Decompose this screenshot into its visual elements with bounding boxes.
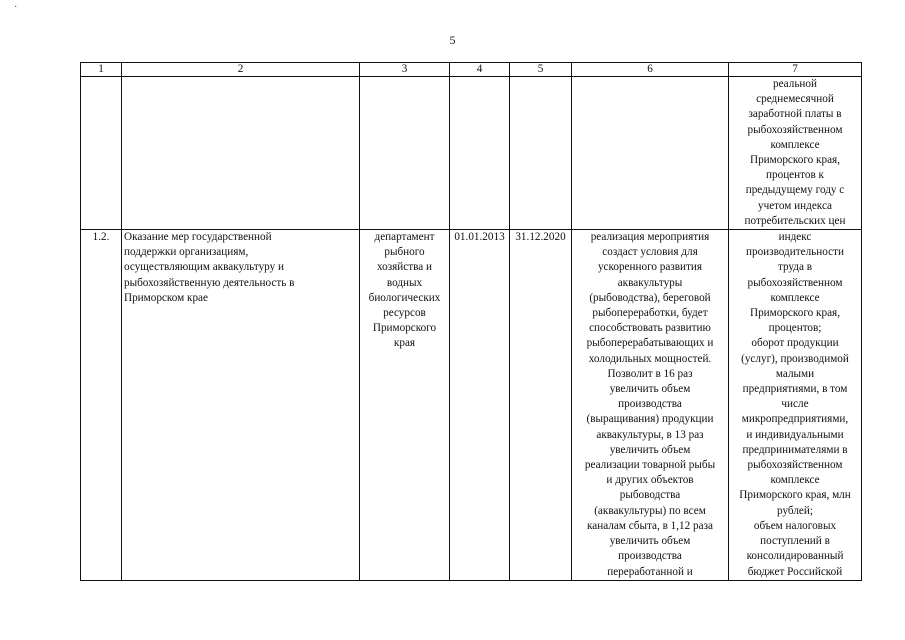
header-col-7: 7 (729, 63, 862, 77)
cell-empty (360, 77, 450, 230)
header-col-5: 5 (510, 63, 572, 77)
cell-empty (81, 77, 122, 230)
header-col-6: 6 (572, 63, 729, 77)
cell-end-date: 31.12.2020 (510, 230, 572, 581)
table-row-1-2 (81, 230, 862, 581)
header-col-1: 1 (81, 63, 122, 77)
cell-start-date: 01.01.2013 (450, 230, 510, 581)
header-col-4: 4 (450, 63, 510, 77)
header-col-3: 3 (360, 63, 450, 77)
cell-empty (510, 77, 572, 230)
table-row-continued (81, 77, 862, 230)
cell-measure-name: Оказание мер государственной поддержки организациям, осуществляющим аквакультуру и рыбохозяйственную деятельность в Приморском крае (122, 230, 360, 581)
cell-empty (450, 77, 510, 230)
cell-expected-result: реализация мероприятия создаст условия для ускоренного развития аквакультуры (рыбоводства), береговой рыбопереработки, будет способствовать развитию рыбоперерабатывающих и холодильных мощностей. Позволит в 16 раз увеличить объем производства (выращивания) продукции аквакультуры, в 13 раз увеличить объем реализации товарной рыбы и других объектов рыбоводства (аквакультуры) по всем каналам сбыта, в 1,12 раза увеличить объем производства переработанной и (572, 230, 729, 581)
corner-mark: · (14, 2, 18, 13)
header-col-2: 2 (122, 63, 360, 77)
cell-indicator-continued: реальной среднемесячной заработной платы в рыбохозяйственном комплексе Приморского края, процентов к предыдущему году с учетом индекса потребительских цен (729, 77, 862, 230)
cell-empty (122, 77, 360, 230)
cell-row-number: 1.2. (81, 230, 122, 581)
cell-executor: департамент рыбного хозяйства и водных биологических ресурсов Приморского края (360, 230, 450, 581)
cell-indicators: индекс производительности труда в рыбохозяйственном комплексе Приморского края, процентов; оборот продукции (услуг), производимой малыми предприятиями, в том числе микропредприятиями, и индивидуальными предпринимателями в рыбохозяйственном комплексе Приморского края, млн рублей; объем налоговых поступлений в консолидированный бюджет Российской (729, 230, 862, 581)
program-table (80, 62, 862, 581)
page-number: 5 (449, 33, 456, 47)
cell-empty (572, 77, 729, 230)
header-row (81, 63, 862, 77)
